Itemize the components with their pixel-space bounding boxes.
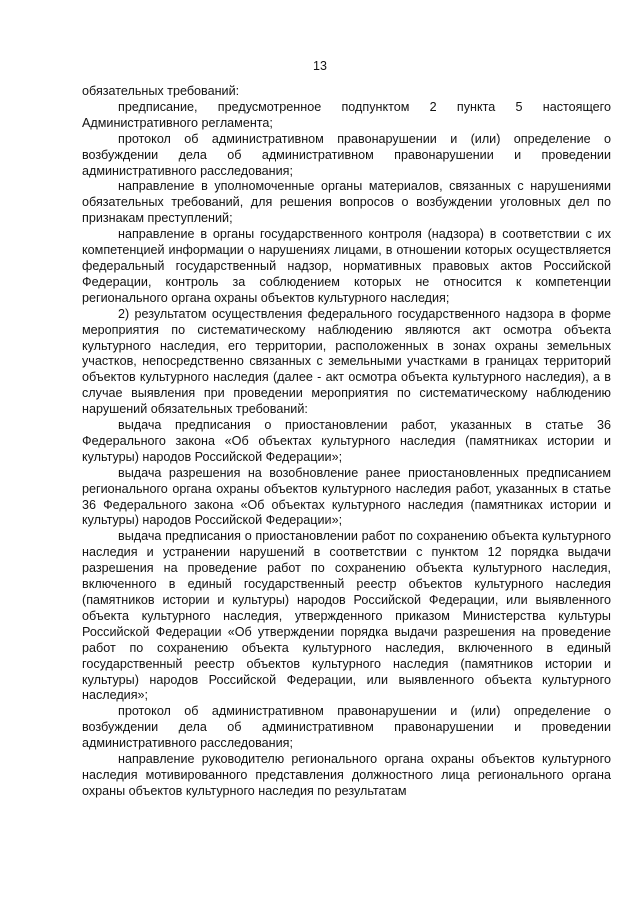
paragraph: направление в органы государственного контроля (надзора) в соответствии с их компетенцией информации о нарушениях лицами, в отношении которых осуществляется федеральный государственный надзор, нормативных правовых актов Российской Федерации, контроль за соблюдением которых не относится к компетенции регионального органа охраны объектов культурного наследия;	[82, 227, 611, 305]
paragraph: 2) результатом осуществления федерального государственного надзора в форме мероприятия по систематическому наблюдению являются акт осмотра объекта культурного наследия, его территории, расположенных в зонах охраны земельных участков, непосредственно связанных с земельными участками в границах территорий объектов культурного наследия (далее - акт осмотра объекта культурного наследия), а в случае выявления при проведении мероприятия по систематическому наблюдению нарушений обязательных требований:	[82, 306, 611, 417]
page-number: 13	[313, 59, 327, 73]
paragraph: выдача разрешения на возобновление ранее приостановленных предписанием регионального органа охраны объектов культурного наследия работ, указанных в статье 36 Федерального закона «Об объектах культурного наследия (памятниках истории и культуры) народов Российской Федерации»;	[82, 465, 611, 528]
paragraph: выдача предписания о приостановлении работ, указанных в статье 36 Федерального закона «Об объектах культурного наследия (памятниках истории и культуры) народов Российской Федерации»;	[82, 418, 611, 464]
paragraph: обязательных требований:	[82, 84, 240, 98]
document-body	[82, 84, 611, 800]
paragraph: протокол об административном правонарушении и (или) определение о возбуждении дела об административном правонарушении и проведении административного расследования;	[82, 704, 611, 751]
paragraph: протокол об административном правонарушении и (или) определение о возбуждении дела об административном правонарушении и проведении административного расследования;	[82, 131, 611, 178]
paragraph: направление руководителю регионального органа охраны объектов культурного наследия мотивированного представления должностного лица регионального органа охраны объектов культурного наследия по результатам	[82, 752, 611, 798]
paragraph: направление в уполномоченные органы материалов, связанных с нарушениями обязательных требований, для решения вопросов о возбуждении уголовных дел по признакам преступлений;	[82, 179, 611, 226]
paragraph: предписание, предусмотренное подпунктом 2 пункта 5 настоящего Административного регламента;	[82, 99, 611, 130]
paragraph: выдача предписания о приостановлении работ по сохранению объекта культурного наследия и устранении нарушений в соответствии с пунктом 12 порядка выдачи разрешения на проведение работ по сохранению объекта культурного наследия, включенного в единый государственный реестр объектов культурного наследия (памятников истории и культуры) народов Российской Федерации, или выявленного объекта культурного наследия, утвержденного приказом Министерства культуры Российской Федерации «Об утверждении порядка выдачи разрешения на проведение работ по сохранению объекта культурного наследия, включенного в единый государственный реестр объектов культурного наследия (памятников истории и культуры) народов Российской Федерации, или выявленного объекта культурного наследия»;	[82, 529, 611, 703]
